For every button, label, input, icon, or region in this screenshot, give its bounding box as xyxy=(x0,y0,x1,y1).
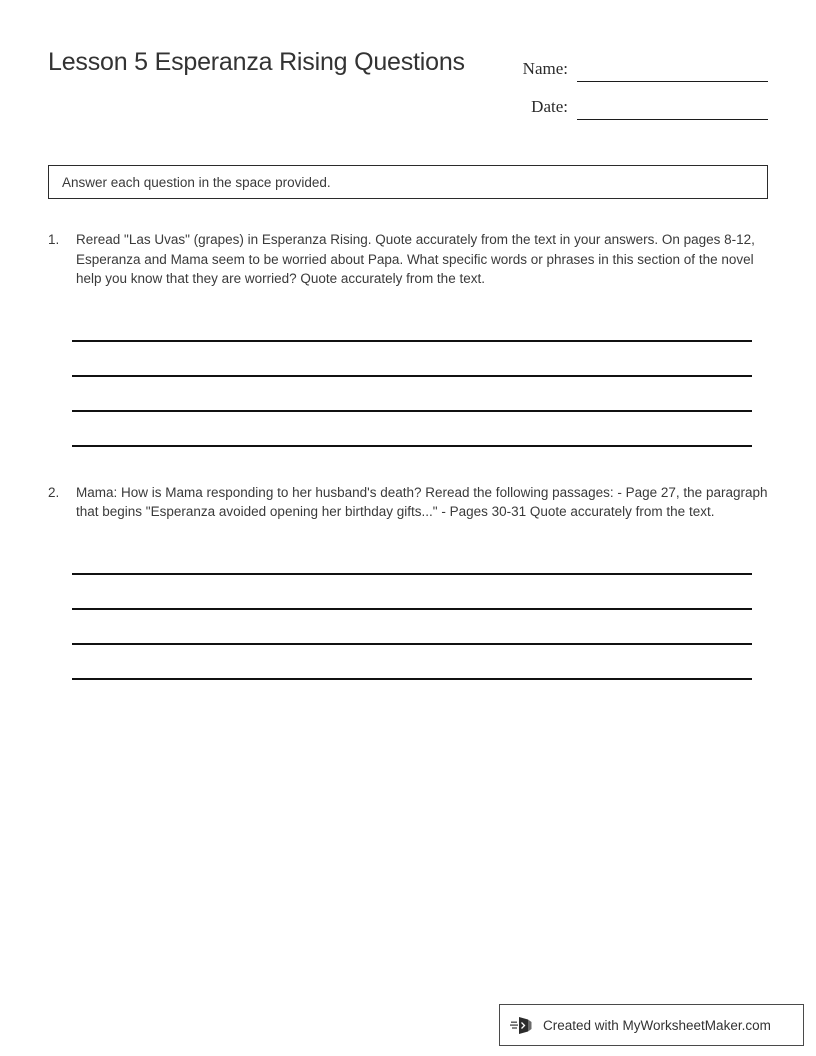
questions-list xyxy=(48,230,768,680)
date-input-line[interactable] xyxy=(577,99,768,120)
date-row xyxy=(516,82,768,120)
answer-line[interactable] xyxy=(72,575,752,610)
name-input-line[interactable] xyxy=(577,61,768,82)
worksheet-maker-logo-icon xyxy=(510,1012,536,1038)
question-spacer xyxy=(48,447,768,483)
answer-line[interactable] xyxy=(72,307,752,342)
question-item-2 xyxy=(48,483,768,680)
name-label: Name: xyxy=(522,59,568,78)
worksheet-header xyxy=(48,44,768,124)
answer-line[interactable] xyxy=(72,610,752,645)
question-1-text: Reread "Las Uvas" (grapes) in Esperanza Rising. Quote accurately from the text in your answers. On pages 8-12, Esperanza and Mama seem to be worried about Papa. What specific words or phrases in this section of the novel help you know that they are worried? Quote accurately from the text. xyxy=(76,232,755,287)
question-1-answer-area[interactable] xyxy=(72,307,768,447)
answer-line[interactable] xyxy=(72,645,752,680)
answer-line[interactable] xyxy=(72,342,752,377)
answer-line[interactable] xyxy=(72,412,752,447)
instruction-box xyxy=(48,165,768,199)
page-title: Lesson 5 Esperanza Rising Questions xyxy=(48,48,465,76)
name-row xyxy=(516,44,768,82)
footer-badge[interactable] xyxy=(499,1004,804,1046)
question-2-header xyxy=(48,483,768,522)
instruction-text: Answer each question in the space provided. xyxy=(62,174,331,190)
question-2-answer-area[interactable] xyxy=(72,540,768,680)
question-1-header xyxy=(48,230,768,289)
question-1-number: 1. xyxy=(48,232,60,247)
answer-line[interactable] xyxy=(72,540,752,575)
footer-text: Created with MyWorksheetMaker.com xyxy=(543,1017,771,1033)
name-date-block xyxy=(516,44,768,120)
question-2-text: Mama: How is Mama responding to her husband's death? Reread the following passages: - Page 27, the paragraph that begins "Esperanza avoided opening her birthday gifts..." - Pages 30-31 Quote accurately from the text. xyxy=(76,484,768,520)
question-2-number: 2. xyxy=(48,484,60,500)
question-item-1 xyxy=(48,230,768,447)
date-label: Date: xyxy=(531,97,568,116)
answer-line[interactable] xyxy=(72,377,752,412)
